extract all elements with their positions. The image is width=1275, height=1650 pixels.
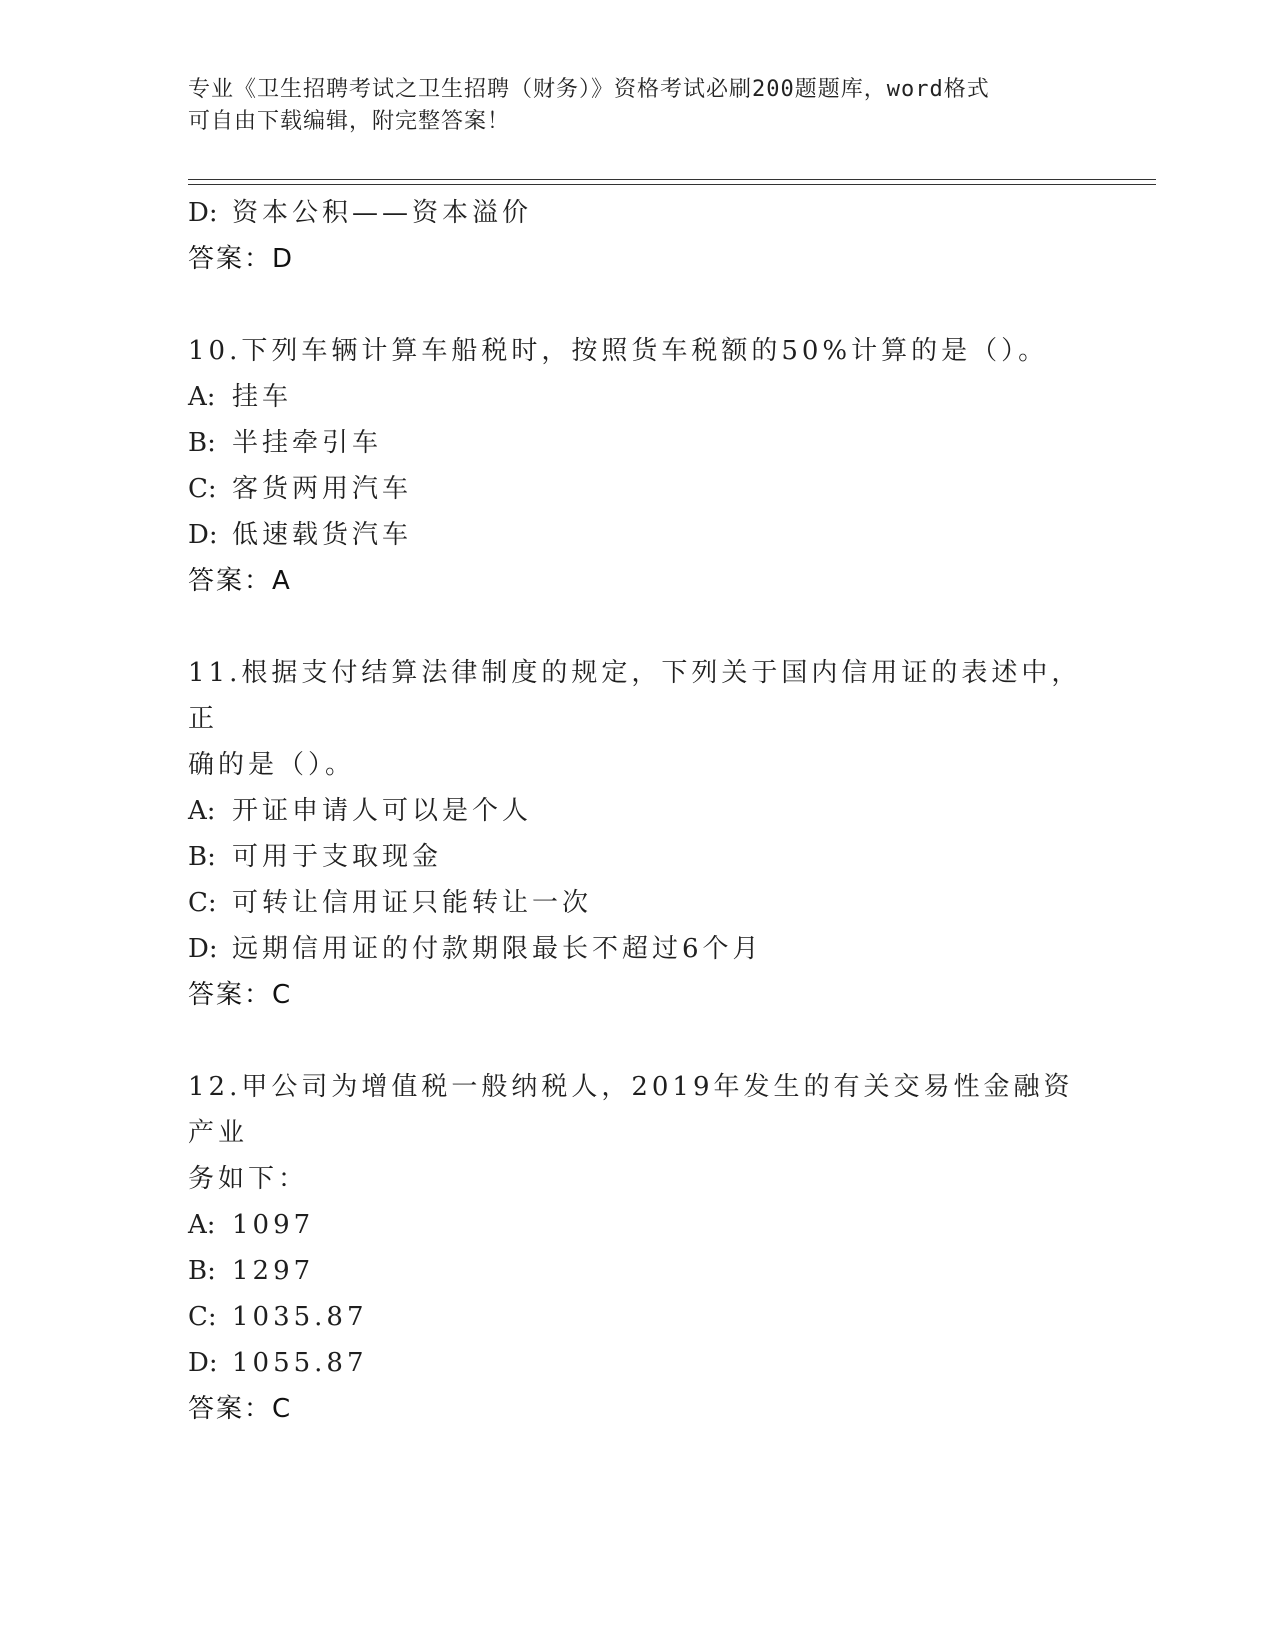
question-10 [188, 328, 1088, 604]
option-label: B: [188, 428, 216, 458]
option-d [188, 1340, 1088, 1386]
option-a [188, 1202, 1088, 1248]
question-stem-line-1: 11.根据支付结算法律制度的规定，下列关于国内信用证的表述中，正 [188, 658, 1082, 734]
option-label: C: [188, 1302, 217, 1332]
question-stem: 10.下列车辆计算车船税时，按照货车税额的50%计算的是（）。 [188, 336, 1049, 366]
option-b [188, 420, 1088, 466]
option-text: 开证申请人可以是个人 [232, 796, 533, 826]
option-c [188, 1294, 1088, 1340]
option-text: 资本公积——资本溢价 [232, 198, 533, 228]
question-12 [188, 1064, 1088, 1432]
option-label: A: [188, 382, 216, 412]
prev-option-d [188, 190, 1088, 236]
header-title-line-1: 专业《卫生招聘考试之卫生招聘（财务）》资格考试必刷200题题库，word格式 [188, 77, 990, 102]
option-text: 可转让信用证只能转让一次 [232, 888, 593, 918]
option-text: 1097 [232, 1210, 315, 1240]
option-d [188, 512, 1088, 558]
spacer [188, 1018, 1088, 1064]
option-text: 远期信用证的付款期限最长不超过6个月 [232, 934, 763, 964]
option-text: 客货两用汽车 [232, 474, 413, 504]
question-stem-line-2: 确的是（）。 [188, 750, 356, 780]
spacer [188, 604, 1088, 650]
option-text: 挂车 [232, 382, 293, 412]
option-label: C: [188, 888, 217, 918]
header-divider-top [188, 179, 1156, 180]
option-label: D: [188, 198, 218, 228]
option-text: 半挂牵引车 [232, 428, 383, 458]
option-b [188, 834, 1088, 880]
option-label: A: [188, 1210, 216, 1240]
page-header [188, 74, 1068, 138]
option-text: 1035.87 [232, 1302, 368, 1332]
option-label: B: [188, 1256, 216, 1286]
option-label: A: [188, 796, 216, 826]
question-stem-line-1: 12.甲公司为增值税一般纳税人，2019年发生的有关交易性金融资产业 [188, 1072, 1074, 1148]
option-text: 低速载货汽车 [232, 520, 413, 550]
option-d [188, 926, 1088, 972]
question-stem-line-2: 务如下： [188, 1164, 309, 1194]
option-label: D: [188, 520, 218, 550]
option-text: 可用于支取现金 [232, 842, 443, 872]
answer: 答案：C [188, 1394, 293, 1424]
option-text: 1055.87 [232, 1348, 368, 1378]
option-b [188, 1248, 1088, 1294]
question-11 [188, 650, 1088, 1018]
answer: 答案：C [188, 980, 293, 1010]
spacer [188, 282, 1088, 328]
option-label: D: [188, 1348, 218, 1378]
answer: 答案：A [188, 566, 292, 596]
option-a [188, 374, 1088, 420]
option-a [188, 788, 1088, 834]
option-c [188, 880, 1088, 926]
option-label: B: [188, 842, 216, 872]
option-c [188, 466, 1088, 512]
header-divider-bottom [188, 184, 1156, 185]
prev-answer: 答案：D [188, 244, 295, 274]
option-label: C: [188, 474, 217, 504]
header-title-line-2: 可自由下载编辑，附完整答案！ [188, 109, 511, 134]
option-text: 1297 [232, 1256, 315, 1286]
question-content [188, 190, 1088, 1432]
option-label: D: [188, 934, 218, 964]
